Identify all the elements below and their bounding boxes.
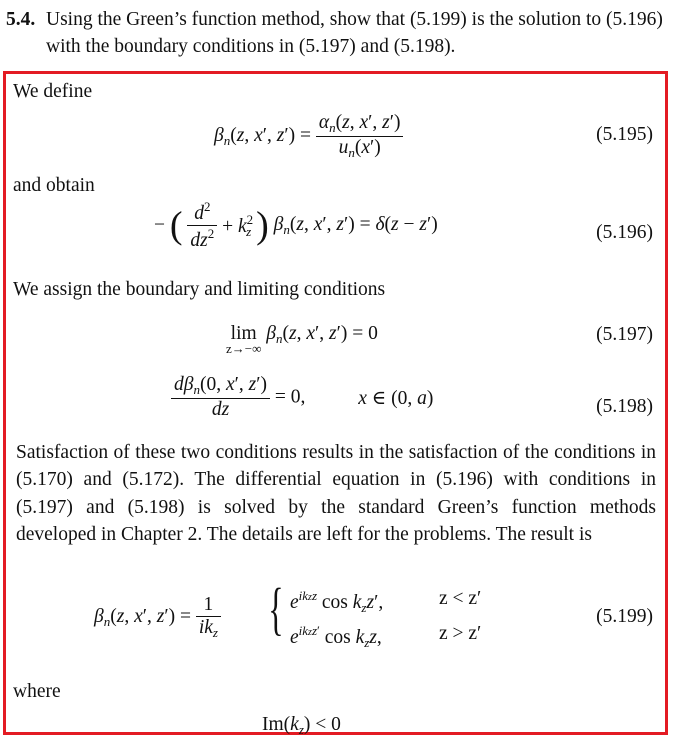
case-2: $e^{ikzz'}$ $\cos k_zz$,: [290, 623, 382, 650]
eq199-one: 1: [203, 594, 214, 615]
problem-statement: [6, 6, 663, 60]
eq-label-5-196: (5.196): [596, 222, 653, 243]
cond-2: z > z′: [439, 623, 482, 644]
eq-label-5-195: (5.195): [596, 124, 653, 145]
eq196-minus: −: [154, 214, 165, 236]
problem-text-1: Using the Green’s function method, show that (5.199) is the solution to (5.196): [46, 9, 663, 30]
problem-line-2: with the boundary conditions in (5.197) and (5.198).: [46, 36, 456, 57]
where-text: where: [13, 681, 61, 702]
equation-5-197: lim z→−∞ $\beta_n(z$, x′, z′) = 0: [226, 323, 378, 356]
problem-number: 5.4.: [6, 9, 36, 30]
equation-5-198: $\frac{d\beta_n(0, x', z')}{dz}$ = 0, x ∈ (0, a): [171, 374, 433, 421]
satisfaction-paragraph: Satisfaction of these two conditions results in the satisfaction of the conditions in (5.170) and (5.172). The differential equation in (5.196) with conditions in (5.197) and (5.198) is solved by the standard Green’s function methods developed in Chapter 2. The details are left for the problems. The result is: [16, 442, 656, 545]
equation-5-196: − ( $\frac{d^2}{dz^2}$ + $k^2_z$ ) $\beta_n(z$, x′, z′) = δ(z − z′): [154, 199, 438, 251]
eq-label-5-199: (5.199): [596, 606, 653, 627]
im-condition: $Im(k_z) < 0$: [262, 714, 341, 737]
eq198-rest: = 0,: [274, 386, 306, 408]
case-1: $e^{ikzz}$ $\cos k_zz'$,: [290, 588, 384, 615]
cond-1: z < z′: [439, 588, 482, 609]
assign-text: We assign the boundary and limiting conditions: [13, 279, 386, 300]
eq-label-5-197: (5.197): [596, 324, 653, 345]
we-define-text: We define: [13, 81, 93, 102]
lim-subscript: z→−∞: [226, 341, 262, 356]
solution-box: [3, 71, 668, 735]
eq-label-5-198: (5.198): [596, 396, 653, 417]
and-obtain-text: and obtain: [13, 175, 95, 196]
left-brace-icon: {: [268, 576, 284, 641]
equation-5-199: $\beta_n(z$, x′, z′) = $\frac{1}{ik_z}$: [94, 594, 221, 641]
problem-line-1: [6, 6, 663, 33]
lim-text: lim: [230, 323, 257, 344]
equation-5-195: $\beta_n(z$, x′, z′) = $\frac{\alpha_n(z, x', z')}{u_n(x')}$: [214, 112, 403, 161]
